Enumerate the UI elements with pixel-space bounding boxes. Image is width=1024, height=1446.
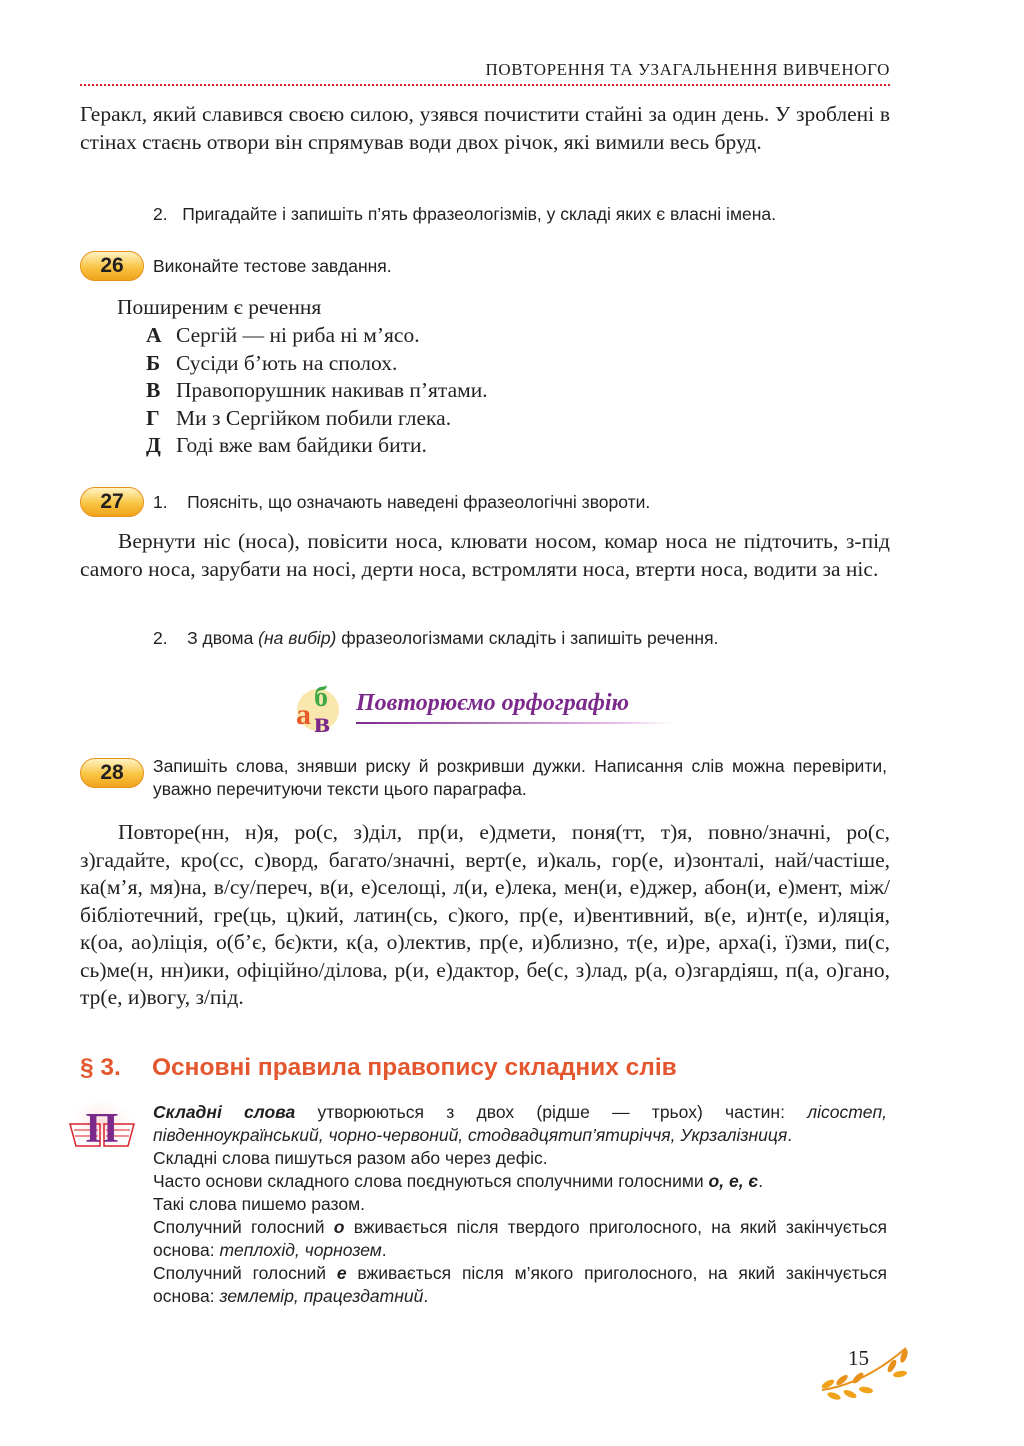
task-1-number: 1. [153,492,168,512]
rule-text: утворюються з двох (рідше — трьох) частин: [295,1102,808,1122]
option-text: Правопорушник накивав п’ятами. [176,378,488,402]
option-letter: А [146,323,162,347]
exercise-28-badge: 28 [80,758,144,788]
repeat-orthography-title: Повторюємо орфографію [356,690,630,716]
exercise-27-body: Вернути ніс (носа), повісити носа, клювати носом, комар носа не підточить, з-під самого носа, зарубати на носі, дерти носа, встромляти носа, втерти носа, водити за ніс. [80,529,890,581]
header-divider [80,84,890,86]
test-option-d [146,433,427,458]
rule-vowel: е [336,1263,347,1283]
option-text: Сусіди б’ють на сполох. [176,351,398,375]
rule-punct: . [423,1286,429,1306]
task-1-text: Поясніть, що означають наведені фразеологічні звороти. [187,492,651,512]
section-title: Основні правила правопису складних слів [152,1054,677,1081]
rule-vowels: о, е, є [708,1171,759,1191]
exercise-27-task-2 [153,627,718,650]
rule-text: Сполучний голосний [153,1217,334,1237]
rule-term: Складні слова [153,1102,296,1122]
rule-vowel: о [333,1217,345,1237]
rule-icon-letter: П [85,1106,119,1152]
exercise-26-intro: Поширеним є речення [117,295,322,319]
rule-paragraph-3 [153,1170,887,1193]
task-2-number: 2. [153,204,168,224]
rule-book-icon [66,1100,138,1156]
option-letter: Д [146,433,161,457]
rule-paragraph-2: Складні слова пишуться разом або через дефіс. [153,1148,548,1168]
option-text: Сергій — ні риба ні м’ясо. [176,323,420,347]
exercise-26-instruction: Виконайте тестове завдання. [153,256,392,276]
task-2-text-end: фразеологізмами складіть і запишіть речення. [336,628,719,648]
rule-punct: . [758,1171,764,1191]
option-letter: В [146,378,161,402]
section-heading [80,1054,677,1082]
intro-paragraph: Геракл, який славився своєю силою, узявся почистити стайні за один день. У зроблені в стінах стаєнь отвори він спрямував води двох річок, які вимили весь бруд. [80,102,890,154]
option-text: Годі вже вам байдики бити. [176,433,427,457]
rule-paragraph-6 [153,1262,887,1308]
rule-examples: лісостеп, південноукраїнський, чорно-червоний, стодвадцятип’ятиріччя, Укрзалізниця [153,1102,887,1145]
icon-letter-b: б [314,684,328,713]
rule-text: вживається після м’якого приголосного, на який закінчується основа: [153,1263,887,1306]
running-header: ПОВТОРЕННЯ ТА УЗАГАЛЬНЕННЯ ВИВЧЕНОГО [485,60,890,79]
option-letter: Б [146,351,161,375]
rule-paragraph-4: Такі слова пишемо разом. [153,1194,365,1214]
rule-examples: землемір, працездатний [219,1286,424,1306]
rule-paragraph-1 [153,1101,887,1147]
section-number: § 3. [80,1054,121,1081]
exercise-27-badge: 27 [80,487,144,517]
rule-punct: . [381,1240,387,1260]
rule-paragraph-5 [153,1216,887,1262]
abv-letters-icon [292,684,352,734]
test-option-b [146,351,397,376]
task-2-line [153,203,776,226]
test-option-a [146,323,420,348]
task-2-text: Пригадайте і запишіть п’ять фразеологізмів, у складі яких є власні імена. [182,204,776,224]
exercise-26-badge: 26 [80,251,144,281]
page-number: 15 [848,1346,869,1370]
test-option-h [146,406,451,431]
option-letter: Г [146,406,160,430]
rule-text: Часто основи складного слова поєднуються сполучними голосними [153,1171,709,1191]
icon-letter-v: в [314,706,331,734]
exercise-28-instruction: Запишіть слова, знявши риску й розкривши дужки. Написання слів можна перевірити, уважно перечитуючи тексти цього параграфа. [153,756,887,799]
task-2-italic: (на вибір) [258,628,337,648]
exercise-28-body: Повторе(нн, н)я, ро(с, з)діл, пр(и, е)дмети, поня(тт, т)я, повно/значні, ро(с, з)гадайте, кро(сс, с)ворд, багато/значні, верт(е, и)каль, гор(е, и)зонталі, най/частіше, ка(м’я, мя)на, в/су/переч, в(и, е)селощі, л(и, е)лека, мен(и, е)джер, абон(и, е)мент, між/бібліотечний, гре(ць, ц)кий, латин(сь, с)кого, пр(е, и)вентивний, в(е, и)нт(е, и)ляція, к(оа, ао)ліція, о(б’є, бє)кти, к(а, о)лектив, пр(е, и)близно, т(е, и)ре, арха(і, ї)зми, пи(с, сь)ме(н, нн)ики, офіційно/ділова, р(и, е)дактор, бе(с, з)лад, р(а, о)згардіяш, п(а, о)гано, тр(е, и)вогу, з/під. [80,820,890,1009]
rule-text: вживається після твердого приголосного, на який закінчується основа: [153,1217,888,1260]
icon-letter-a: а [296,698,311,731]
rule-text-block [153,1101,887,1308]
repeat-title-underline [356,722,674,724]
rule-examples: теплохід, чорнозем [219,1240,382,1260]
exercise-27-task-1 [153,491,650,514]
option-text: Ми з Сергійком побили глека. [176,406,452,430]
rule-text: Сполучний голосний [153,1263,337,1283]
task-2-text-start: З двома [187,628,259,648]
task-2-number: 2. [153,628,168,648]
test-option-v [146,378,488,403]
rule-punct: . [787,1125,793,1145]
